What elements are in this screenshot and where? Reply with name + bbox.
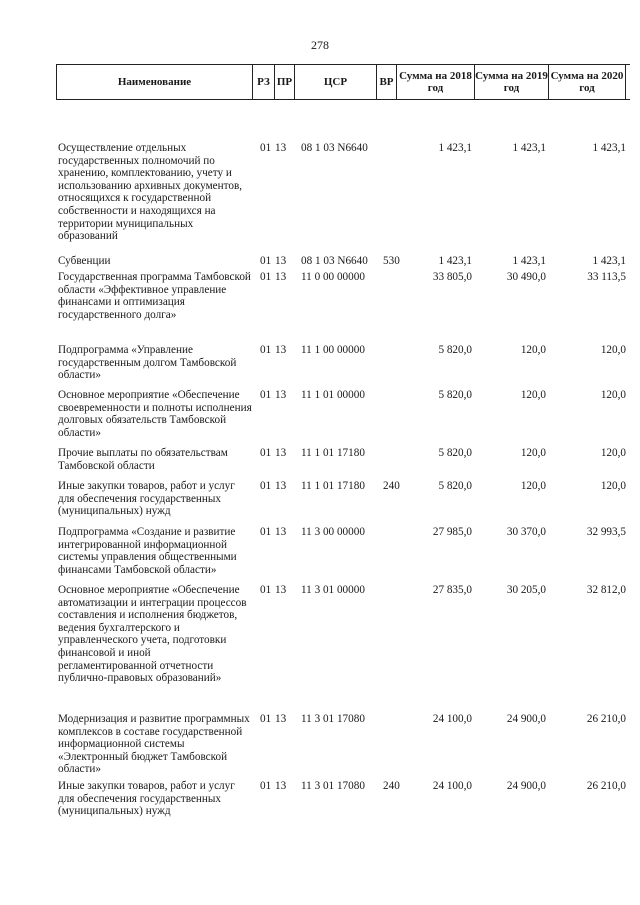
row-vr: 240 — [383, 480, 400, 492]
row-rz: 01 — [260, 389, 272, 401]
row-sum-2019: 1 423,1 — [512, 142, 546, 154]
row-name: Основное мероприятие «Обеспечение автоматизации и интеграции процессов составления и исполнения бюджетов, ведения бухгалтерского и управленческого учета, подготовки финансовой и иной регламентированной отчетности публично-правовых образований» — [58, 584, 247, 685]
row-sum-2019: 30 490,0 — [506, 271, 546, 283]
header-rz: РЗ — [252, 65, 274, 99]
row-csr: 11 3 01 17080 — [301, 780, 365, 792]
row-name: Иные закупки товаров, работ и услуг для обеспечения государственных (муниципальных) нужд — [58, 480, 235, 518]
row-sum-2020: 26 210,0 — [586, 713, 626, 725]
row-sum-2020: 120,0 — [600, 447, 626, 459]
row-pr: 13 — [275, 271, 287, 283]
row-rz: 01 — [260, 271, 272, 283]
row-vr: 530 — [383, 255, 400, 267]
budget-table — [56, 64, 630, 818]
header-sum-2018: Сумма на 2018 год — [396, 65, 474, 99]
row-sum-2018: 27 985,0 — [432, 526, 472, 538]
row-rz: 01 — [260, 713, 272, 725]
row-sum-2018: 5 820,0 — [438, 447, 472, 459]
row-rz: 01 — [260, 584, 272, 596]
row-pr: 13 — [275, 389, 287, 401]
row-rz: 01 — [260, 526, 272, 538]
row-sum-2020: 32 812,0 — [586, 584, 626, 596]
row-name: Государственная программа Тамбовской области «Эффективное управление финансами и оптимизация государственного долга» — [58, 271, 251, 321]
table-header — [56, 64, 630, 100]
row-csr: 11 1 01 00000 — [301, 389, 365, 401]
row-sum-2018: 1 423,1 — [438, 142, 472, 154]
row-vr: 240 — [383, 780, 400, 792]
row-sum-2018: 5 820,0 — [438, 389, 472, 401]
row-csr: 11 1 01 17180 — [301, 480, 365, 492]
row-csr: 11 3 01 17080 — [301, 713, 365, 725]
row-sum-2018: 5 820,0 — [438, 344, 472, 356]
row-sum-2020: 1 423,1 — [592, 255, 626, 267]
row-name: Модернизация и развитие программных комплексов в составе государственной информационной системы «Электронный бюджет Тамбовской области» — [58, 713, 250, 776]
row-csr: 11 1 01 17180 — [301, 447, 365, 459]
page-number: 278 — [311, 38, 329, 52]
header-vr: ВР — [376, 65, 396, 99]
row-rz: 01 — [260, 142, 272, 154]
header-name: Наименование — [56, 65, 252, 99]
row-sum-2020: 32 993,5 — [586, 526, 626, 538]
row-sum-2020: 120,0 — [600, 389, 626, 401]
row-pr: 13 — [275, 447, 287, 459]
row-sum-2018: 24 100,0 — [432, 713, 472, 725]
row-csr: 11 3 01 00000 — [301, 584, 365, 596]
row-csr: 08 1 03 N6640 — [301, 142, 368, 154]
row-sum-2019: 120,0 — [520, 344, 546, 356]
row-pr: 13 — [275, 526, 287, 538]
row-csr: 11 1 00 00000 — [301, 344, 365, 356]
row-rz: 01 — [260, 344, 272, 356]
row-name: Субвенции — [58, 255, 111, 267]
row-csr: 08 1 03 N6640 — [301, 255, 368, 267]
row-sum-2019: 30 370,0 — [506, 526, 546, 538]
row-pr: 13 — [275, 780, 287, 792]
row-pr: 13 — [275, 344, 287, 356]
row-sum-2018: 27 835,0 — [432, 584, 472, 596]
row-sum-2020: 1 423,1 — [592, 142, 626, 154]
row-sum-2018: 24 100,0 — [432, 780, 472, 792]
row-name: Основное мероприятие «Обеспечение своевременности и полноты исполнения долговых обязательств Тамбовской области» — [58, 389, 252, 439]
header-pr: ПР — [274, 65, 294, 99]
row-sum-2019: 120,0 — [520, 389, 546, 401]
row-sum-2020: 26 210,0 — [586, 780, 626, 792]
header-sum-2019: Сумма на 2019 год — [474, 65, 548, 99]
row-name: Прочие выплаты по обязательствам Тамбовской области — [58, 447, 228, 472]
row-rz: 01 — [260, 255, 272, 267]
header-csr: ЦСР — [294, 65, 376, 99]
row-sum-2018: 5 820,0 — [438, 480, 472, 492]
row-csr: 11 3 00 00000 — [301, 526, 365, 538]
row-sum-2020: 120,0 — [600, 480, 626, 492]
row-pr: 13 — [275, 255, 287, 267]
row-sum-2020: 120,0 — [600, 344, 626, 356]
row-sum-2018: 1 423,1 — [438, 255, 472, 267]
row-sum-2019: 24 900,0 — [506, 713, 546, 725]
row-pr: 13 — [275, 142, 287, 154]
row-name: Иные закупки товаров, работ и услуг для обеспечения государственных (муниципальных) нужд — [58, 780, 235, 818]
row-sum-2018: 33 805,0 — [432, 271, 472, 283]
row-sum-2019: 120,0 — [520, 480, 546, 492]
row-sum-2019: 30 205,0 — [506, 584, 546, 596]
row-sum-2019: 24 900,0 — [506, 780, 546, 792]
row-csr: 11 0 00 00000 — [301, 271, 365, 283]
row-sum-2020: 33 113,5 — [587, 271, 626, 283]
row-name: Осуществление отдельных государственных полномочий по хранению, комплектованию, учету и использованию архивных документов, относящихся к государственной собственности и находящихся на территории муниципальных образований — [58, 142, 243, 243]
row-pr: 13 — [275, 713, 287, 725]
row-pr: 13 — [275, 480, 287, 492]
row-name: Подпрограмма «Создание и развитие интегрированной информационной системы управления общественными финансами Тамбовской области» — [58, 526, 237, 576]
row-sum-2019: 120,0 — [520, 447, 546, 459]
row-sum-2019: 1 423,1 — [512, 255, 546, 267]
row-name: Подпрограмма «Управление государственным долгом Тамбовской области» — [58, 344, 237, 382]
row-pr: 13 — [275, 584, 287, 596]
row-rz: 01 — [260, 780, 272, 792]
header-sum-2020: Сумма на 2020 год — [548, 65, 626, 99]
row-rz: 01 — [260, 480, 272, 492]
row-rz: 01 — [260, 447, 272, 459]
